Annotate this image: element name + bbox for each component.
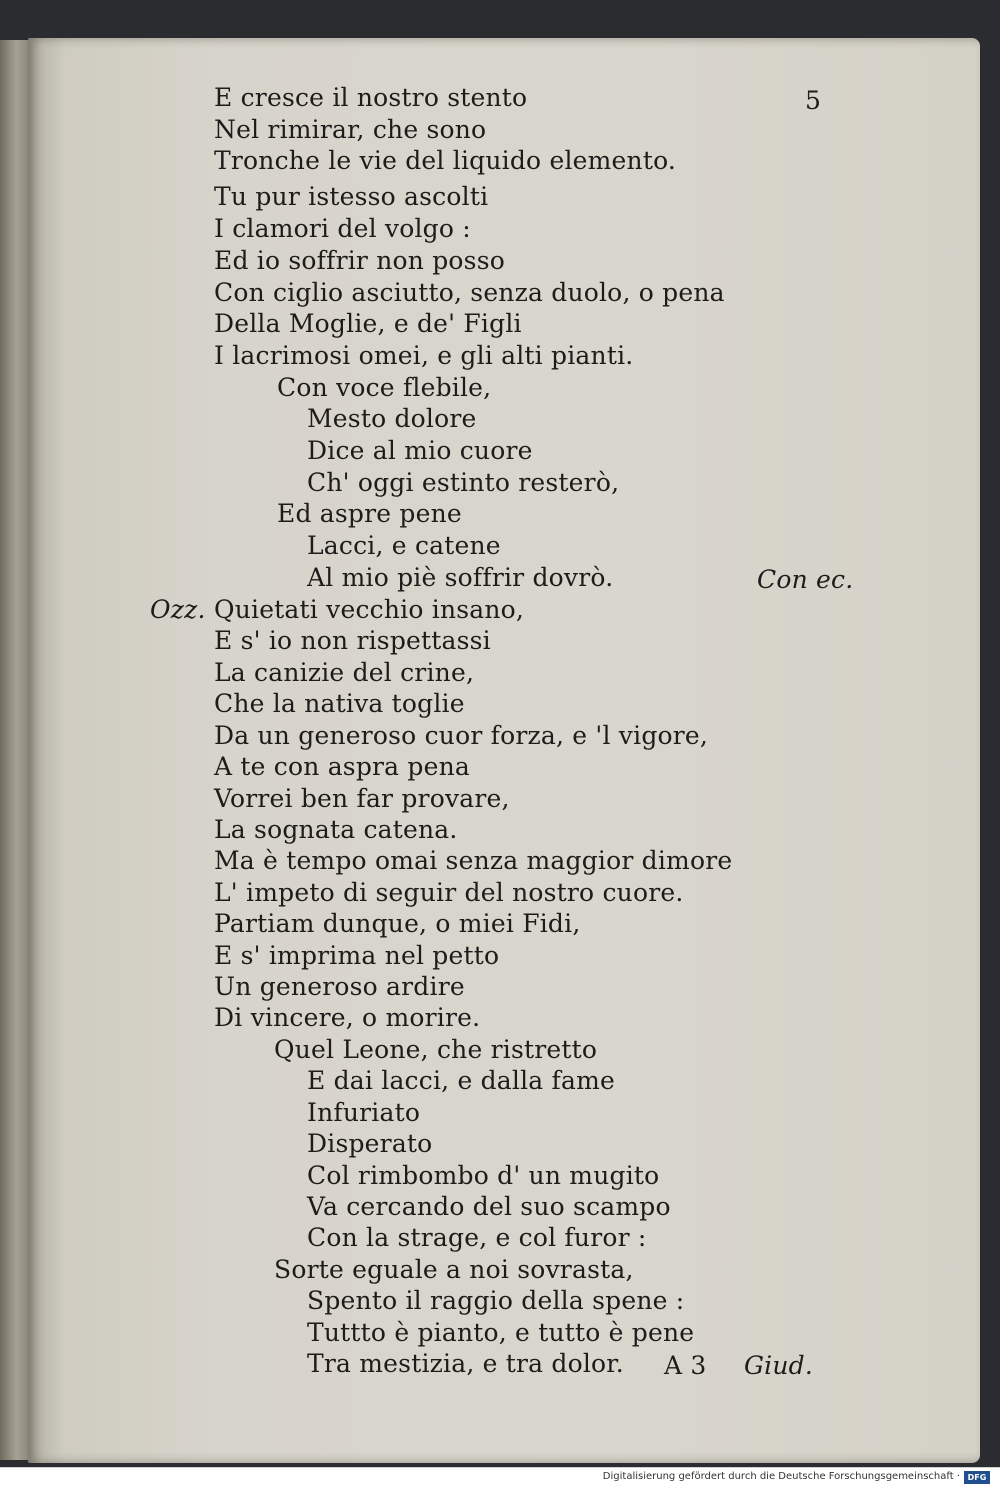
text-line: Un generoso ardire <box>214 972 465 1001</box>
text-line: Disperato <box>307 1129 433 1158</box>
text-line: Spento il raggio della spene : <box>307 1286 685 1315</box>
text-line: Col rimbombo d' un mugito <box>307 1161 660 1190</box>
text-line: Con voce flebile, <box>277 373 492 402</box>
dfg-logo-icon: DFG <box>964 1471 990 1484</box>
text-line: I clamori del volgo : <box>214 214 471 243</box>
catchword: Giud. <box>744 1351 814 1380</box>
previous-page-edge <box>0 40 30 1460</box>
text-line: E s' io non rispettassi <box>214 626 491 655</box>
text-line: Partiam dunque, o miei Fidi, <box>214 909 581 938</box>
footer-bar <box>0 1467 1000 1488</box>
text-line: Infuriato <box>307 1098 421 1127</box>
text-line: L' impeto di seguir del nostro cuore. <box>214 878 684 907</box>
text-line: Sorte eguale a noi sovrasta, <box>274 1255 634 1284</box>
page-number: 5 <box>805 86 822 115</box>
text-line: I lacrimosi omei, e gli alti pianti. <box>214 341 634 370</box>
text-line: Con ciglio asciutto, senza duolo, o pena <box>214 278 725 307</box>
text-line: Da un generoso cuor forza, e 'l vigore, <box>214 721 709 750</box>
text-line: Che la nativa toglie <box>214 689 465 718</box>
text-line: Va cercando del suo scampo <box>307 1192 671 1221</box>
text-line: Ch' oggi estinto resterò, <box>307 468 620 497</box>
text-line: Di vincere, o morire. <box>214 1003 481 1032</box>
text-line: Ma è tempo omai senza maggior dimore <box>214 846 733 875</box>
text-line: Tuttto è pianto, e tutto è pene <box>307 1318 695 1347</box>
text-line: Mesto dolore <box>307 404 477 433</box>
text-line: Ed io soffrir non posso <box>214 246 505 275</box>
text-line: Lacci, e catene <box>307 531 501 560</box>
text-line: Quel Leone, che ristretto <box>274 1035 598 1064</box>
text-line: Vorrei ben far provare, <box>214 784 510 813</box>
text-line: Della Moglie, e de' Figli <box>214 309 522 338</box>
text-line: Tra mestizia, e tra dolor. <box>307 1349 624 1378</box>
text-line: E s' imprima nel petto <box>214 941 500 970</box>
text-line: Al mio piè soffrir dovrò. <box>307 563 614 592</box>
signature-mark: A 3 <box>664 1351 707 1380</box>
text-line: Ed aspre pene <box>277 499 462 528</box>
text-line: E dai lacci, e dalla fame <box>307 1066 615 1095</box>
text-line: Tronche le vie del liquido elemento. <box>214 146 677 175</box>
text-line: A te con aspra pena <box>214 752 471 781</box>
text-line: La canizie del crine, <box>214 658 475 687</box>
text-line: E cresce il nostro stento <box>214 83 528 112</box>
text-line: Dice al mio cuore <box>307 436 533 465</box>
text-line: Tu pur istesso ascolti <box>214 182 489 211</box>
text-line: Quietati vecchio insano, <box>214 595 525 624</box>
text-line: Con la strage, e col furor : <box>307 1223 647 1252</box>
speaker-label: Ozz. <box>150 595 206 624</box>
text-line: La sognata catena. <box>214 815 458 844</box>
funding-credit: Digitalisierung gefördert durch die Deutsche Forschungsgemeinschaft · <box>602 1471 960 1482</box>
text-line: Nel rimirar, che sono <box>214 115 487 144</box>
aside-text: Con ec. <box>757 565 854 594</box>
